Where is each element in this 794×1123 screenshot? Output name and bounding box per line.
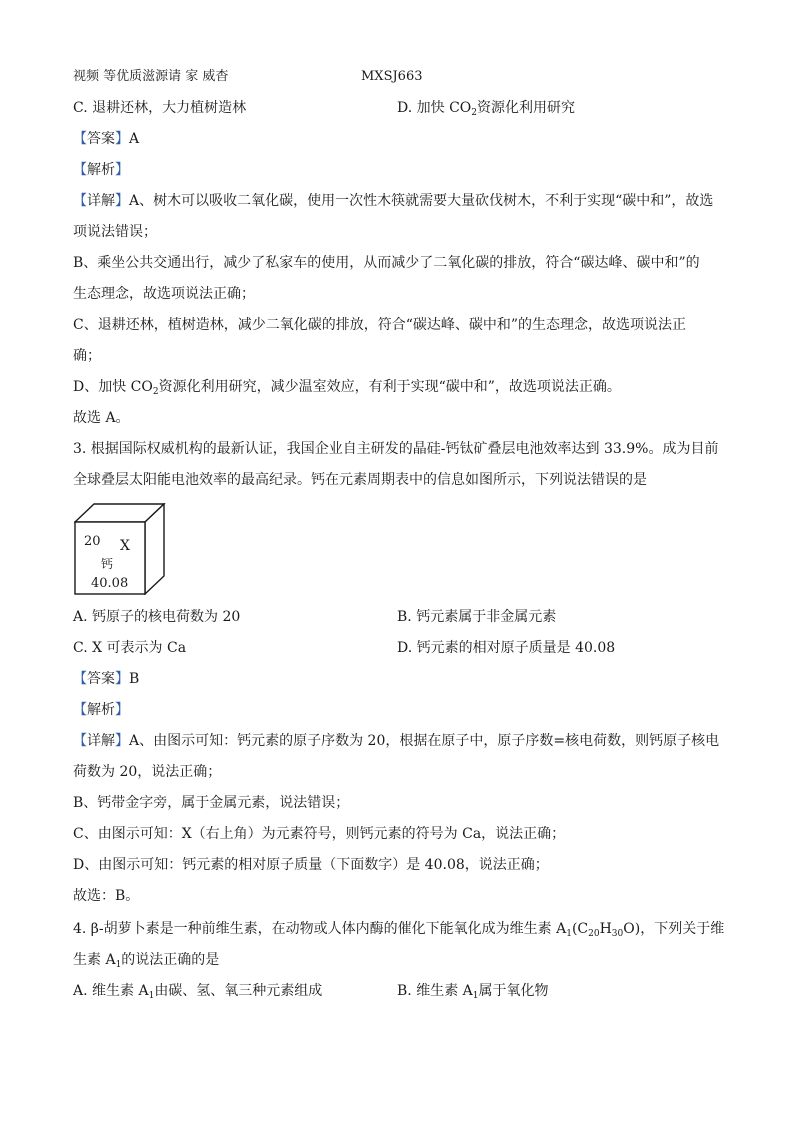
element-atomic-number: 20 bbox=[84, 534, 101, 549]
element-card-figure bbox=[74, 503, 168, 595]
q3-option-c: C. X 可表示为 Ca bbox=[73, 640, 187, 656]
q2-answer: 【答案】A bbox=[73, 131, 140, 147]
q3-detail-a-line2: 荷数为 20，说法正确； bbox=[73, 764, 222, 780]
q3-stem-line1: 3. 根据国际权威机构的最新认证，我国企业自主研发的晶硅-钙钛矿叠层电池效率达到 33.9%。成为目前 bbox=[73, 441, 719, 457]
q2-detail-b-line1: B、乘坐公共交通出行，减少了私家车的使用，从而减少了二氧化碳的排放，符合“碳达峰、碳中和”的 bbox=[73, 255, 700, 271]
q4-option-a: A. 维生素 $A_1$由碳、氢、氧三种元素组成 bbox=[73, 983, 323, 1001]
q3-option-a: A. 钙原子的核电荷数为 20 bbox=[73, 609, 241, 625]
watermark-line bbox=[73, 67, 423, 87]
q3-option-d: D. 钙元素的相对原子质量是 40.08 bbox=[397, 640, 616, 656]
q3-detail-a-line1: 【详解】A、由图示可知：钙元素的原子序数为 20，根据在原子中，原子序数=核电荷数，则钙原子核电 bbox=[73, 733, 720, 749]
element-name: 钙 bbox=[101, 557, 114, 571]
q2-option-c: C. 退耕还林，大力植树造林 bbox=[73, 100, 247, 116]
q2-detail-c-line2: 确； bbox=[73, 348, 101, 364]
q2-detail-d: D、加快 $CO_2$资源化利用研究，减少温室效应，有利于实现“碳中和”，故选项说法正确。 bbox=[73, 379, 621, 397]
q3-answer: 【答案】B bbox=[73, 671, 140, 687]
q3-analysis-heading: 【解析】 bbox=[73, 702, 129, 718]
q4-stem-line2: 生素 $A_1$的说法正确的是 bbox=[73, 952, 220, 970]
watermark-code: MXSJ663 bbox=[361, 69, 423, 84]
q3-stem-line2: 全球叠层太阳能电池效率的最高纪录。钙在元素周期表中的信息如图所示，下列说法错误的是 bbox=[73, 472, 647, 488]
q2-detail-a-line1: 【详解】A、树木可以吸收二氧化碳，使用一次性木筷就需要大量砍伐树木，不利于实现“碳中和”，故选 bbox=[73, 193, 714, 209]
q2-detail-c-line1: C、退耕还林，植树造林，减少二氧化碳的排放，符合“碳达峰、碳中和”的生态理念，故选项说法正 bbox=[73, 317, 687, 333]
q3-conclusion: 故选：B。 bbox=[73, 888, 140, 904]
q2-detail-b-line2: 生态理念，故选项说法正确； bbox=[73, 286, 255, 302]
watermark-text: 视频 等优质滋源请 家 威杳 bbox=[73, 69, 229, 84]
q4-option-b: B. 维生素 $A_1$属于氧化物 bbox=[397, 983, 549, 1001]
q3-detail-d: D、由图示可知：钙元素的相对原子质量（下面数字）是 40.08，说法正确； bbox=[73, 857, 549, 873]
element-symbol: X bbox=[120, 538, 130, 554]
q3-answer-value: B bbox=[129, 671, 140, 687]
q2-option-d: D. 加快 $CO_2$资源化利用研究 bbox=[397, 100, 575, 118]
q3-detail-c: C、由图示可知：X（右上角）为元素符号，则钙元素的符号为 Ca，说法正确； bbox=[73, 826, 566, 842]
element-mass: 40.08 bbox=[91, 576, 129, 591]
q3-detail-b: B、钙带金字旁，属于金属元素，说法错误； bbox=[73, 795, 350, 811]
q2-detail-a-line2: 项说法错误； bbox=[73, 224, 157, 240]
q3-option-b: B. 钙元素属于非金属元素 bbox=[397, 609, 557, 625]
q2-analysis-heading: 【解析】 bbox=[73, 162, 129, 178]
element-cube bbox=[74, 503, 168, 595]
q4-stem-line1: 4. β-胡萝卜素是一种前维生素，在动物或人体内酶的催化下能氧化成为维生素 $A_1(C_{20}H_{30}O)$，下列关于维 bbox=[73, 921, 725, 939]
q2-conclusion: 故选 A。 bbox=[73, 410, 130, 426]
q2-answer-value: A bbox=[129, 131, 140, 147]
